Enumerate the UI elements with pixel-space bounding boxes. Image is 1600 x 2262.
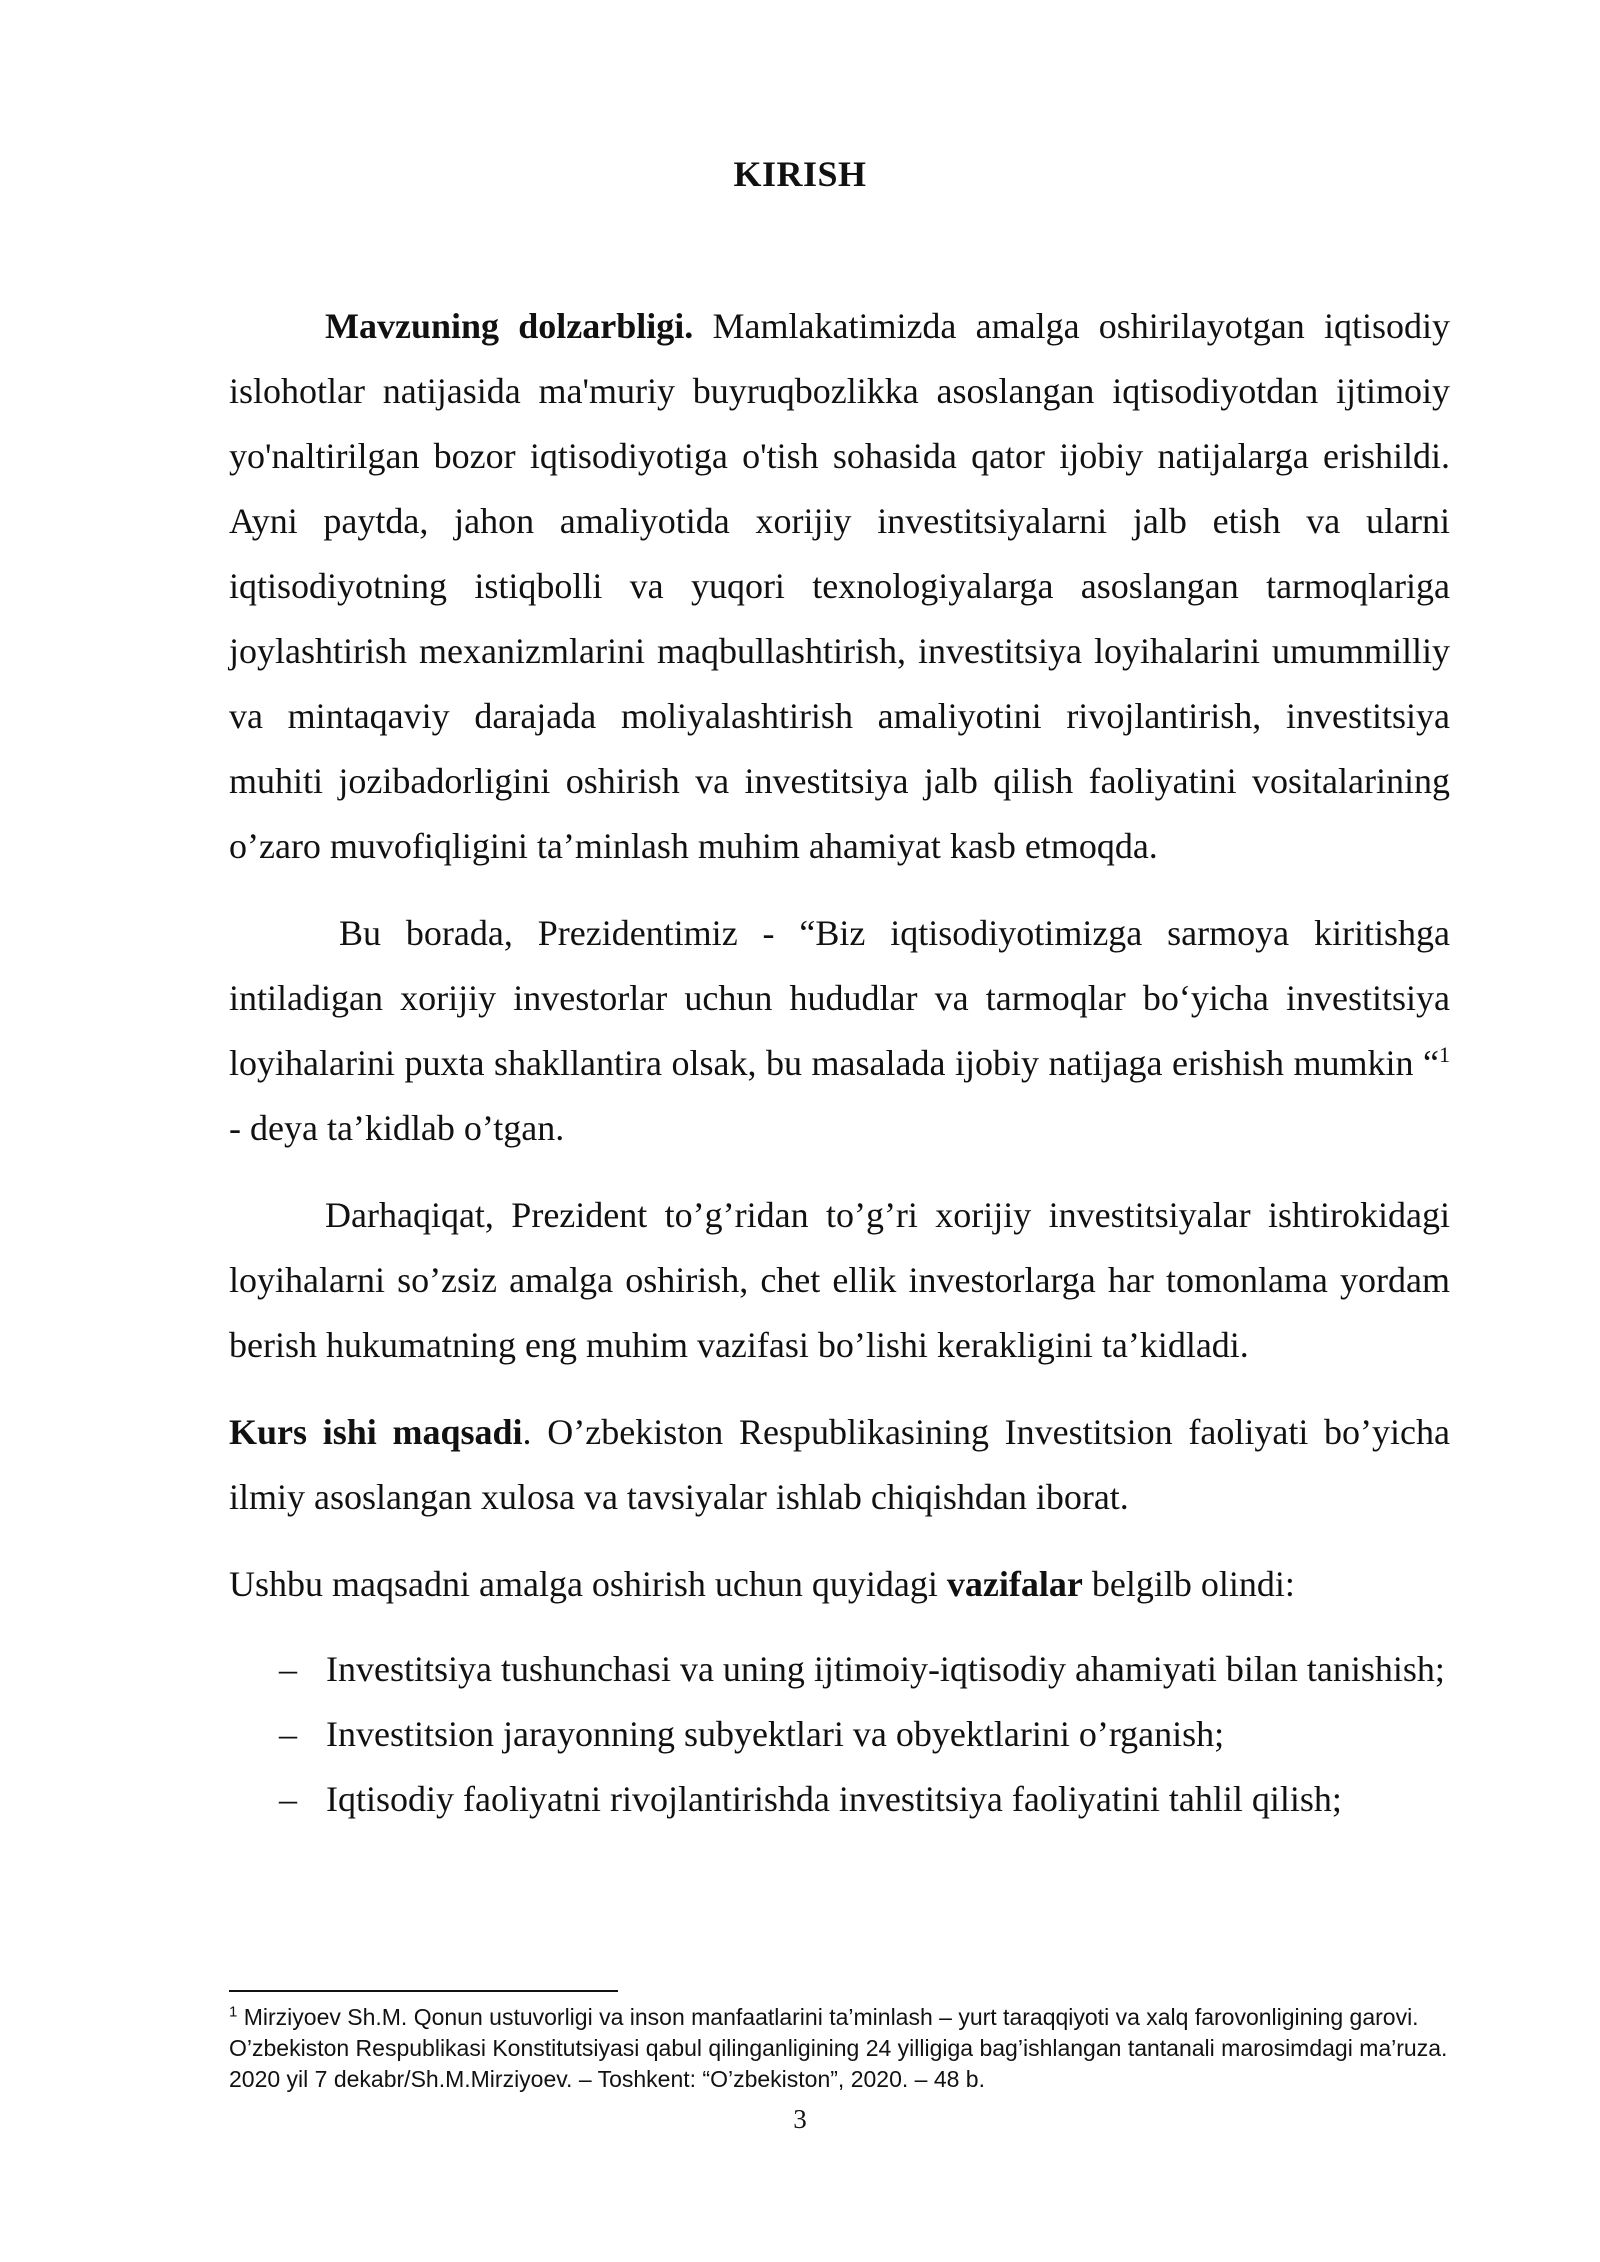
relevance-text: Mamlakatimizda amalga oshirilayotgan iqtisodiy islohotlar natijasida ma'muriy buyruqbozlikka asoslangan iqtisodiyotdan ijtimoiy yo'naltirilgan bozor iqtisodiyotiga o'tish sohasida qator ijobiy natijalarga erishildi. Ayni paytda, jahon amaliyotida xorijiy investitsiyalarni jalb etish va ularni iqtisodiyotning istiqbolli va yuqori texnologiyalarga asoslangan tarmoqlariga joylashtirish mexanizmlarini maqbullashtirish, investitsiya loyihalarini umummilliy va mintaqaviy darajada moliyalashtirish amaliyotini rivojlantirish, investitsiya muhiti jozibadorligini oshirish va investitsiya jalb qilish faoliyatini vositalarining o’zaro muvofiqligini ta’minlash muhim ahamiyat kasb etmoqda. <box>229 306 1450 866</box>
relevance-lead: Mavzuning dolzarbligi. <box>325 306 694 346</box>
tasks-intro-bold: vazifalar <box>946 1564 1083 1604</box>
relevance-paragraph <box>229 294 1450 879</box>
goal-paragraph <box>229 1400 1450 1530</box>
page-title: KIRISH <box>733 154 867 194</box>
footnote-text: Mirziyoev Sh.M. Qonun ustuvorligi va inson manfaatlarini ta’minlash – yurt taraqqiyoti va xalq farovonligining garovi. O’zbekiston Respublikasi Konstitutsiyasi qabul qilinganligining 24 yilligiga bag’ishlangan tantanali marosimdagi ma’ruza. 2020 yil 7 dekabr/Sh.M.Mirziyoev. – Toshkent: “O’zbekiston”, 2020. – 48 b. <box>229 2004 1448 2092</box>
footnote-reference[interactable]: 1 <box>1439 1042 1450 1067</box>
list-dash: – <box>279 1649 297 1689</box>
list-dash: – <box>279 1714 297 1754</box>
president-paragraph: Darhaqiqat, Prezident to’g’ridan to’g’ri xorijiy investitsiyalar ishtirokidagi loyihalarni so’zsiz amalga oshirish, chet ellik investorlarga har tomonlama yordam berish hukumatning eng muhim vazifasi bo’lishi kerakligini ta’kidladi. <box>229 1195 1450 1365</box>
quote-closing: - deya ta’kidlab o’tgan. <box>229 1108 565 1148</box>
footnote-marker: 1 <box>229 2003 238 2021</box>
footnote-separator <box>229 1990 618 1992</box>
quote-text: Bu borada, Prezidentimiz - “Biz iqtisodiyotimizga sarmoya kiritishga intiladigan xorijiy investorlar uchun hududlar va tarmoqlar bo‘yicha investitsiya loyihalarini puxta shakllantira olsak, bu masalada ijobiy natijaga erishish mumkin “ <box>229 913 1450 1083</box>
page-number: 3 <box>793 2104 807 2134</box>
list-item <box>229 1637 1450 1702</box>
list-item <box>229 1767 1450 1832</box>
list-item-text: Investitsion jarayonning subyektlari va obyektlarini o’rganish; <box>326 1714 1225 1754</box>
goal-text: . O’zbekiston Respublikasining Investitsion faoliyati bo’yicha ilmiy asoslangan xulosa va tavsiyalar ishlab chiqishdan iborat. <box>229 1412 1450 1517</box>
task-list <box>229 1637 1450 1832</box>
tasks-intro-end: belgilb olindi: <box>1082 1564 1295 1604</box>
quote-paragraph <box>229 901 1450 1161</box>
list-item <box>229 1702 1450 1767</box>
tasks-intro-text: Ushbu maqsadni amalga oshirish uchun quyidagi <box>229 1564 947 1604</box>
tasks-intro <box>229 1552 1450 1617</box>
list-dash: – <box>279 1779 297 1819</box>
footnote <box>229 2002 1450 2095</box>
goal-lead: Kurs ishi maqsadi <box>229 1412 523 1452</box>
list-item-text: Iqtisodiy faoliyatni rivojlantirishda investitsiya faoliyatini tahlil qilish; <box>326 1779 1342 1819</box>
list-item-text: Investitsiya tushunchasi va uning ijtimoiy-iqtisodiy ahamiyati bilan tanishish; <box>326 1649 1445 1689</box>
